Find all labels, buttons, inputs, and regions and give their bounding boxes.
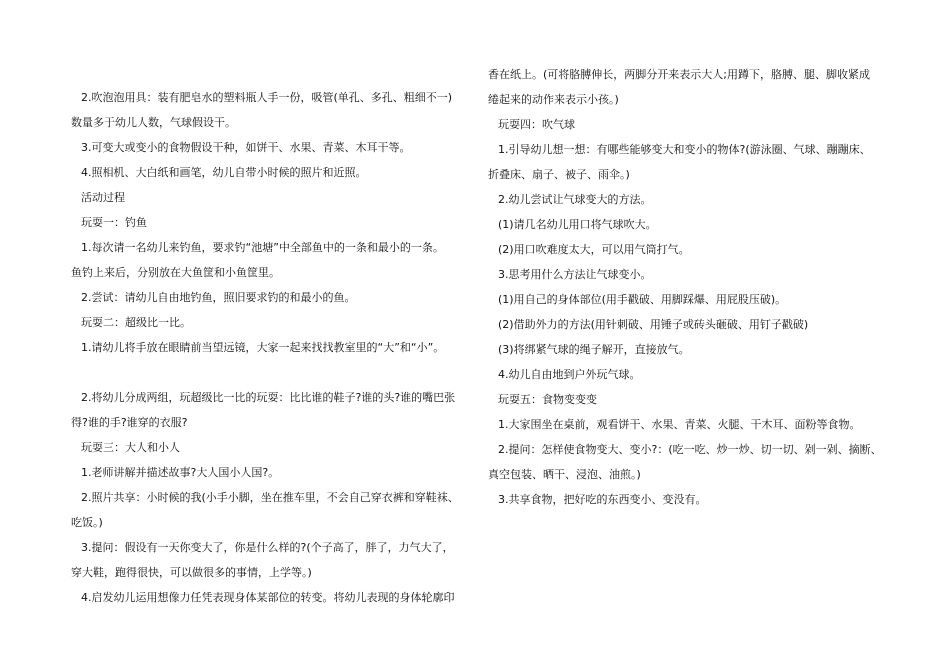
text-line: 数量多于幼儿人数，气球假设干。 xyxy=(71,116,236,129)
text-line: 3.可变大或变小的食物假设干种，如饼干、水果、青菜、木耳干等。 xyxy=(81,141,411,154)
text-line: 3.共享食物，把好吃的东西变小、变没有。 xyxy=(498,493,707,506)
game-heading: 玩耍三：大人和小人 xyxy=(81,441,180,454)
text-line: (2)借助外力的方法(用针刺破、用锤子或砖头砸破、用钉子戳破) xyxy=(498,318,809,331)
text-line: (2)用口吹难度太大，可以用气筒打气。 xyxy=(498,243,690,256)
game-heading: 玩耍四：吹气球 xyxy=(498,118,575,131)
text-line: 3.思考用什么方法让气球变小。 xyxy=(498,268,652,281)
text-line: 2.照片共享：小时候的我(小手小脚，坐在推车里，不会自己穿衣裤和穿鞋袜、 xyxy=(81,491,459,504)
text-line: 4.幼儿自由地到户外玩气球。 xyxy=(498,368,641,381)
text-line: 3.提问：假设有一天你变大了，你是什么样的?(个子高了，胖了，力气大了， xyxy=(81,541,454,554)
text-line: 2.幼儿尝试让气球变大的方法。 xyxy=(498,193,652,206)
text-line: 得?谁的手?谁穿的衣服? xyxy=(71,416,188,429)
text-line: 1.大家围坐在桌前，观看饼干、水果、青菜、火腿、干木耳、面粉等食物。 xyxy=(498,418,861,431)
text-line: 2.吹泡泡用具：装有肥皂水的塑料瓶人手一份，吸管(单孔、多孔、粗细不一) xyxy=(81,91,453,104)
text-line: 2.将幼儿分成两组，玩超级比一比的玩耍：比比谁的鞋子?谁的头?谁的嘴巴张 xyxy=(81,391,456,404)
text-line: 真空包装、晒干、浸泡、油煎。) xyxy=(488,468,641,481)
text-line: 1.每次请一名幼儿来钓鱼，要求钓“池塘”中全部鱼中的一条和最小的一条。 xyxy=(81,241,444,254)
section-heading: 活动过程 xyxy=(81,191,125,204)
game-heading: 玩耍五：食物变变变 xyxy=(498,393,597,406)
text-line: 吃饭。) xyxy=(71,516,103,529)
text-line: 鱼钓上来后，分别放在大鱼筐和小鱼筐里。 xyxy=(71,266,280,279)
text-line: 1.请幼儿将手放在眼睛前当望远镜，大家一起来找找教室里的“大”和“小”。 xyxy=(81,341,445,354)
text-line: 1.老师讲解并描述故事?大人国小人国?。 xyxy=(81,466,280,479)
text-line: (1)用自己的身体部位(用手戳破、用脚踩爆、用屁股压破)。 xyxy=(498,293,787,306)
game-heading: 玩耍二：超级比一比。 xyxy=(81,316,191,329)
game-heading: 玩耍一：钓鱼 xyxy=(81,216,147,229)
text-line: 穿大鞋，跑得很快，可以做很多的事情，上学等。) xyxy=(71,566,312,579)
text-line: (1)请几名幼儿用口将气球吹大。 xyxy=(498,218,657,231)
text-line: 2.尝试：请幼儿自由地钓鱼，照旧要求钓的和最小的鱼。 xyxy=(81,291,356,304)
text-line: 绻起来的动作来表示小孩。) xyxy=(488,93,619,106)
text-line: 2.提问：怎样使食物变大、变小?：(吃一吃、炒一炒、切一切、剁一剁、摘断、 xyxy=(498,443,882,456)
text-line: 1.引导幼儿想一想：有哪些能够变大和变小的物体?(游泳圈、气球、蹦蹦床、 xyxy=(498,143,871,156)
text-line: (3)将绑紧气球的绳子解开，直接放气。 xyxy=(498,343,690,356)
text-line: 折叠床、扇子、被子、雨伞。) xyxy=(488,168,630,181)
text-line: 4.照相机、大白纸和画笔，幼儿自带小时候的照片和近照。 xyxy=(81,166,367,179)
text-line: 香在纸上。(可将胳膊伸长，两脚分开来表示大人;用蹲下，胳膊、腿、脚收紧成 xyxy=(488,68,870,81)
text-line: 4.启发幼儿运用想像力任凭表现身体某部位的转变。将幼儿表现的身体轮廓印 xyxy=(81,591,455,604)
